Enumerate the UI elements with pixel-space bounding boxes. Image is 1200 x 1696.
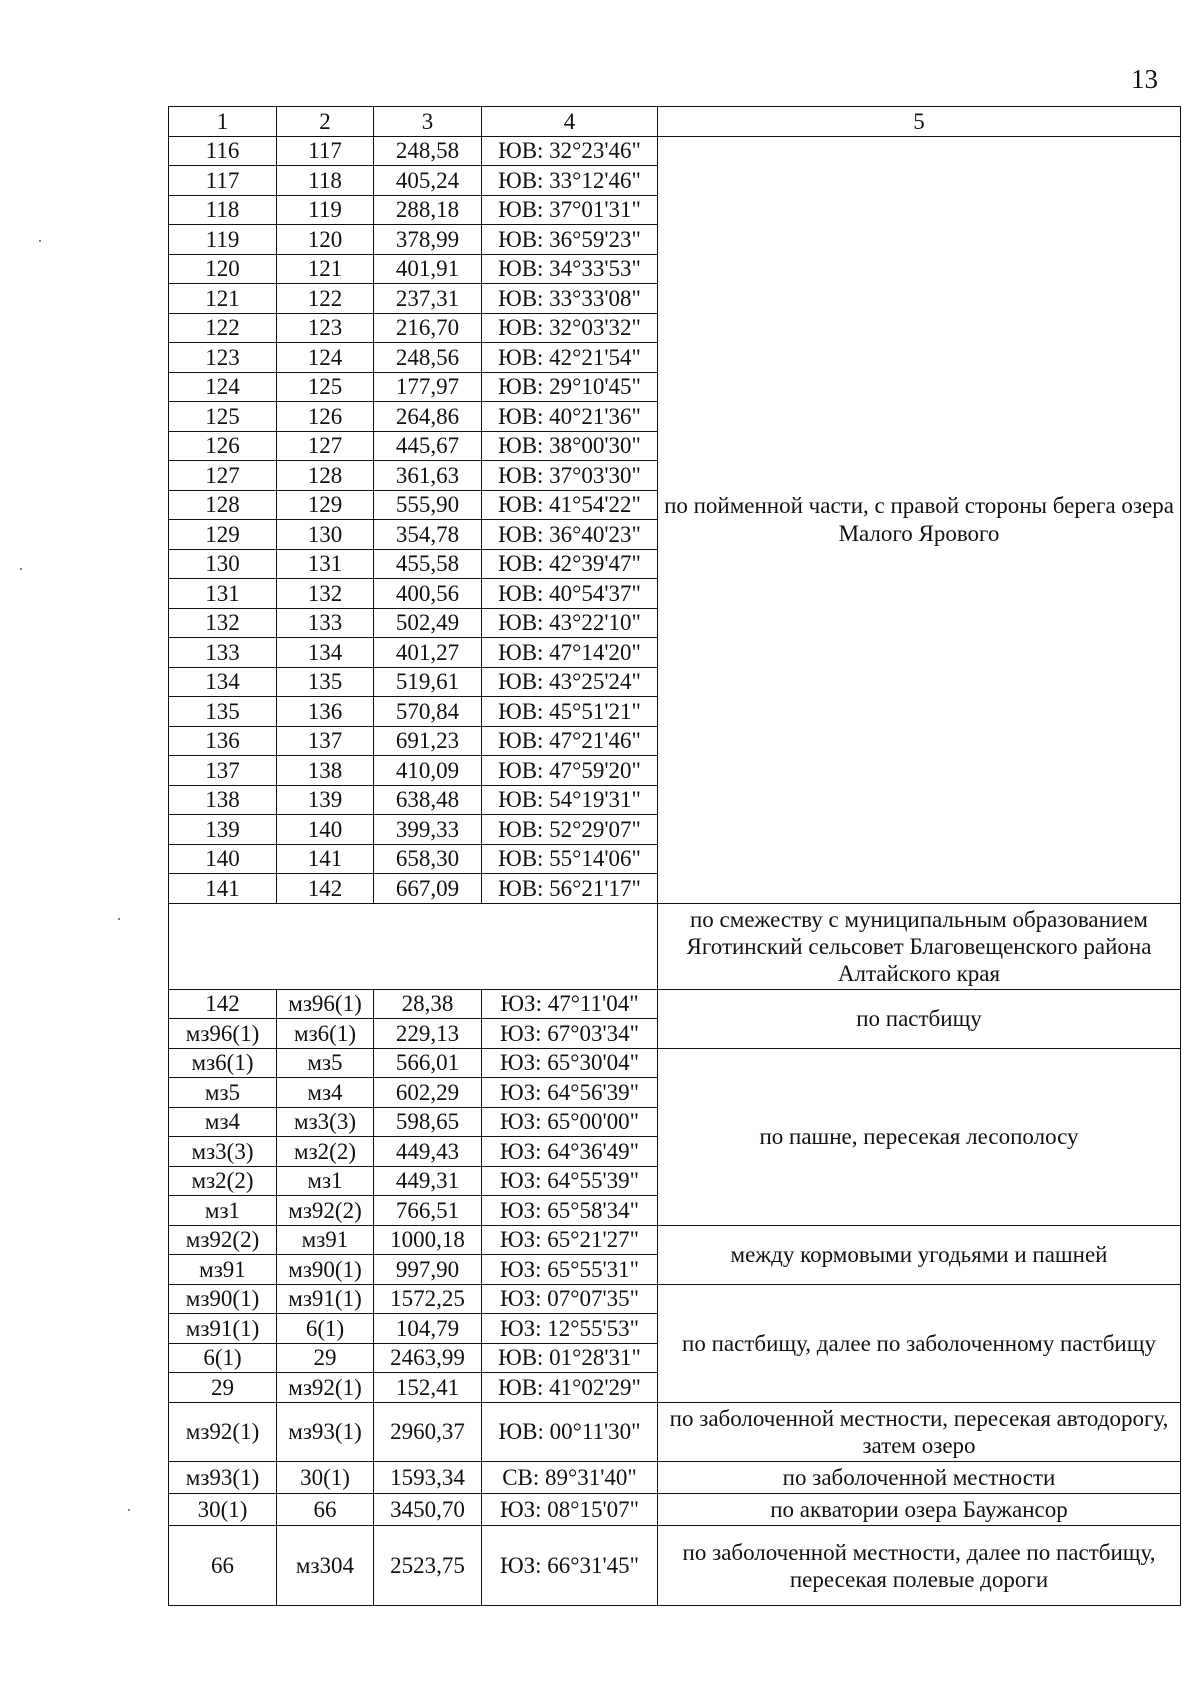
point-from-cell: 141 (169, 874, 277, 904)
scan-speck (20, 568, 22, 570)
bearing-cell: ЮВ: 45°51'21" (482, 697, 658, 727)
point-to-cell: мз304 (277, 1526, 374, 1606)
point-to-cell: 134 (277, 638, 374, 668)
scan-speck (128, 1509, 130, 1511)
point-from-cell: мз90(1) (169, 1284, 277, 1314)
point-from-cell: мз5 (169, 1078, 277, 1108)
blank-cell (169, 903, 658, 989)
distance-cell: 602,29 (374, 1078, 482, 1108)
scan-speck (39, 240, 41, 242)
description-cell: по пастбищу (658, 989, 1181, 1048)
bearing-cell: ЮВ: 47°21'46" (482, 726, 658, 756)
table-row (169, 1462, 1181, 1494)
point-to-cell: 117 (277, 136, 374, 166)
point-from-cell: мз2(2) (169, 1166, 277, 1196)
point-to-cell: 138 (277, 756, 374, 786)
point-to-cell: 132 (277, 579, 374, 609)
bearing-cell: ЮВ: 00°11'30" (482, 1402, 658, 1461)
point-to-cell: мз2(2) (277, 1137, 374, 1167)
table-row (169, 1402, 1181, 1461)
bearing-cell: ЮВ: 34°33'53" (482, 254, 658, 284)
point-to-cell: 123 (277, 313, 374, 343)
bearing-cell: ЮЗ: 12°55'53" (482, 1314, 658, 1344)
bearing-cell: ЮЗ: 65°00'00" (482, 1107, 658, 1137)
point-from-cell: 136 (169, 726, 277, 756)
distance-cell: 248,58 (374, 136, 482, 166)
point-to-cell: 120 (277, 225, 374, 255)
distance-cell: 638,48 (374, 785, 482, 815)
point-to-cell: 136 (277, 697, 374, 727)
point-from-cell: 131 (169, 579, 277, 609)
description-cell: по пойменной части, с правой стороны берега озера Малого Ярового (658, 136, 1181, 903)
point-from-cell: мз92(1) (169, 1402, 277, 1461)
description-cell: по заболоченной местности (658, 1462, 1181, 1494)
distance-cell: 455,58 (374, 549, 482, 579)
section-separator-row (169, 903, 1181, 989)
distance-cell: 566,01 (374, 1048, 482, 1078)
bearing-cell: ЮВ: 36°40'23" (482, 520, 658, 550)
distance-cell: 354,78 (374, 520, 482, 550)
bearing-cell: ЮЗ: 64°36'49" (482, 1137, 658, 1167)
point-to-cell: 119 (277, 195, 374, 225)
point-from-cell: 122 (169, 313, 277, 343)
point-from-cell: 138 (169, 785, 277, 815)
description-cell: по заболоченной местности, далее по пастбищу, пересекая полевые дороги (658, 1526, 1181, 1606)
distance-cell: 1593,34 (374, 1462, 482, 1494)
bearing-cell: ЮВ: 29°10'45" (482, 372, 658, 402)
point-to-cell: 133 (277, 608, 374, 638)
distance-cell: 152,41 (374, 1373, 482, 1403)
distance-cell: 449,31 (374, 1166, 482, 1196)
point-from-cell: 142 (169, 989, 277, 1019)
point-from-cell: мз6(1) (169, 1048, 277, 1078)
distance-cell: 401,27 (374, 638, 482, 668)
point-to-cell: мз91 (277, 1225, 374, 1255)
bearing-cell: ЮВ: 32°03'32" (482, 313, 658, 343)
point-to-cell: мз5 (277, 1048, 374, 1078)
point-to-cell: мз4 (277, 1078, 374, 1108)
point-to-cell: мз96(1) (277, 989, 374, 1019)
point-from-cell: 124 (169, 372, 277, 402)
point-to-cell: 124 (277, 343, 374, 373)
table-row (169, 136, 1181, 166)
point-to-cell: 122 (277, 284, 374, 314)
point-from-cell: 140 (169, 844, 277, 874)
distance-cell: 399,33 (374, 815, 482, 845)
distance-cell: 445,67 (374, 431, 482, 461)
point-to-cell: 142 (277, 874, 374, 904)
bearing-cell: ЮЗ: 65°30'04" (482, 1048, 658, 1078)
point-from-cell: 30(1) (169, 1494, 277, 1526)
point-to-cell: 30(1) (277, 1462, 374, 1494)
bearing-cell: ЮВ: 01°28'31" (482, 1343, 658, 1373)
bearing-cell: ЮВ: 32°23'46" (482, 136, 658, 166)
point-from-cell: 29 (169, 1373, 277, 1403)
point-from-cell: 121 (169, 284, 277, 314)
point-from-cell: 116 (169, 136, 277, 166)
point-to-cell: мз6(1) (277, 1019, 374, 1049)
header-row (169, 107, 1181, 137)
point-to-cell: 128 (277, 461, 374, 491)
point-from-cell: мз91 (169, 1255, 277, 1285)
point-to-cell: 66 (277, 1494, 374, 1526)
point-to-cell: 137 (277, 726, 374, 756)
distance-cell: 658,30 (374, 844, 482, 874)
point-to-cell: 6(1) (277, 1314, 374, 1344)
distance-cell: 288,18 (374, 195, 482, 225)
point-from-cell: 118 (169, 195, 277, 225)
point-to-cell: 127 (277, 431, 374, 461)
column-header-3: 3 (374, 107, 482, 137)
bearing-cell: ЮЗ: 67°03'34" (482, 1019, 658, 1049)
point-from-cell: 123 (169, 343, 277, 373)
scan-speck (118, 918, 120, 920)
point-to-cell: 135 (277, 667, 374, 697)
column-header-4: 4 (482, 107, 658, 137)
bearing-cell: ЮВ: 56°21'17" (482, 874, 658, 904)
point-to-cell: 126 (277, 402, 374, 432)
column-header-5: 5 (658, 107, 1181, 137)
point-to-cell: мз92(2) (277, 1196, 374, 1226)
distance-cell: 104,79 (374, 1314, 482, 1344)
point-to-cell: 140 (277, 815, 374, 845)
bearing-cell: ЮЗ: 64°55'39" (482, 1166, 658, 1196)
point-from-cell: 119 (169, 225, 277, 255)
point-to-cell: 141 (277, 844, 374, 874)
distance-cell: 2960,37 (374, 1402, 482, 1461)
point-from-cell: 133 (169, 638, 277, 668)
column-header-1: 1 (169, 107, 277, 137)
table-row (169, 1526, 1181, 1606)
point-from-cell: 6(1) (169, 1343, 277, 1373)
point-from-cell: мз1 (169, 1196, 277, 1226)
distance-cell: 361,63 (374, 461, 482, 491)
point-to-cell: 118 (277, 166, 374, 196)
page-number: 13 (1131, 64, 1158, 94)
bearing-cell: ЮВ: 55°14'06" (482, 844, 658, 874)
point-from-cell: мз92(2) (169, 1225, 277, 1255)
bearing-cell: СВ: 89°31'40" (482, 1462, 658, 1494)
bearing-cell: ЮВ: 40°21'36" (482, 402, 658, 432)
bearing-cell: ЮВ: 43°25'24" (482, 667, 658, 697)
distance-cell: 2523,75 (374, 1526, 482, 1606)
distance-cell: 378,99 (374, 225, 482, 255)
distance-cell: 410,09 (374, 756, 482, 786)
description-cell: между кормовыми угодьями и пашней (658, 1225, 1181, 1284)
bearing-cell: ЮЗ: 47°11'04" (482, 989, 658, 1019)
distance-cell: 405,24 (374, 166, 482, 196)
distance-cell: 28,38 (374, 989, 482, 1019)
bearing-cell: ЮЗ: 66°31'45" (482, 1526, 658, 1606)
distance-cell: 570,84 (374, 697, 482, 727)
point-from-cell: 134 (169, 667, 277, 697)
distance-cell: 401,91 (374, 254, 482, 284)
bearing-cell: ЮВ: 33°12'46" (482, 166, 658, 196)
column-header-2: 2 (277, 107, 374, 137)
bearing-cell: ЮВ: 54°19'31" (482, 785, 658, 815)
point-from-cell: мз4 (169, 1107, 277, 1137)
distance-cell: 766,51 (374, 1196, 482, 1226)
point-to-cell: 139 (277, 785, 374, 815)
point-from-cell: 66 (169, 1526, 277, 1606)
bearing-cell: ЮВ: 40°54'37" (482, 579, 658, 609)
bearing-cell: ЮВ: 37°03'30" (482, 461, 658, 491)
table-row (169, 1225, 1181, 1255)
bearing-cell: ЮВ: 33°33'08" (482, 284, 658, 314)
point-from-cell: 125 (169, 402, 277, 432)
description-cell: по пашне, пересекая лесополосу (658, 1048, 1181, 1225)
point-to-cell: 29 (277, 1343, 374, 1373)
point-to-cell: 129 (277, 490, 374, 520)
distance-cell: 237,31 (374, 284, 482, 314)
description-cell: по смежеству с муниципальным образованием Яготинский сельсовет Благовещенского района Алтайского края (658, 903, 1181, 989)
distance-cell: 667,09 (374, 874, 482, 904)
distance-cell: 264,86 (374, 402, 482, 432)
point-from-cell: мз3(3) (169, 1137, 277, 1167)
table-row (169, 1284, 1181, 1314)
table-row (169, 1048, 1181, 1078)
bearing-cell: ЮЗ: 65°55'31" (482, 1255, 658, 1285)
distance-cell: 177,97 (374, 372, 482, 402)
distance-cell: 229,13 (374, 1019, 482, 1049)
distance-cell: 400,56 (374, 579, 482, 609)
point-from-cell: мз96(1) (169, 1019, 277, 1049)
distance-cell: 449,43 (374, 1137, 482, 1167)
bearing-cell: ЮВ: 42°21'54" (482, 343, 658, 373)
bearing-cell: ЮВ: 37°01'31" (482, 195, 658, 225)
description-cell: по заболоченной местности, пересекая автодорогу, затем озеро (658, 1402, 1181, 1461)
description-cell: по пастбищу, далее по заболоченному пастбищу (658, 1284, 1181, 1402)
description-cell: по акватории озера Баужансор (658, 1494, 1181, 1526)
point-to-cell: мз91(1) (277, 1284, 374, 1314)
point-from-cell: 120 (169, 254, 277, 284)
point-to-cell: 121 (277, 254, 374, 284)
distance-cell: 555,90 (374, 490, 482, 520)
distance-cell: 691,23 (374, 726, 482, 756)
table-row (169, 1494, 1181, 1526)
distance-cell: 1000,18 (374, 1225, 482, 1255)
point-to-cell: мз90(1) (277, 1255, 374, 1285)
bearing-cell: ЮВ: 47°14'20" (482, 638, 658, 668)
bearing-cell: ЮВ: 41°02'29" (482, 1373, 658, 1403)
point-to-cell: 130 (277, 520, 374, 550)
bearing-cell: ЮЗ: 07°07'35" (482, 1284, 658, 1314)
boundary-table (168, 106, 1181, 1606)
bearing-cell: ЮЗ: 65°21'27" (482, 1225, 658, 1255)
point-to-cell: 131 (277, 549, 374, 579)
point-from-cell: 126 (169, 431, 277, 461)
distance-cell: 248,56 (374, 343, 482, 373)
distance-cell: 997,90 (374, 1255, 482, 1285)
point-from-cell: мз93(1) (169, 1462, 277, 1494)
bearing-cell: ЮВ: 43°22'10" (482, 608, 658, 638)
point-from-cell: 137 (169, 756, 277, 786)
point-to-cell: мз92(1) (277, 1373, 374, 1403)
point-from-cell: 117 (169, 166, 277, 196)
point-from-cell: 128 (169, 490, 277, 520)
distance-cell: 598,65 (374, 1107, 482, 1137)
bearing-cell: ЮВ: 42°39'47" (482, 549, 658, 579)
bearing-cell: ЮВ: 36°59'23" (482, 225, 658, 255)
point-from-cell: 130 (169, 549, 277, 579)
point-from-cell: 139 (169, 815, 277, 845)
point-to-cell: мз93(1) (277, 1402, 374, 1461)
point-from-cell: 127 (169, 461, 277, 491)
distance-cell: 502,49 (374, 608, 482, 638)
point-to-cell: 125 (277, 372, 374, 402)
point-from-cell: 135 (169, 697, 277, 727)
bearing-cell: ЮЗ: 08°15'07" (482, 1494, 658, 1526)
bearing-cell: ЮВ: 47°59'20" (482, 756, 658, 786)
distance-cell: 3450,70 (374, 1494, 482, 1526)
point-to-cell: мз1 (277, 1166, 374, 1196)
point-to-cell: мз3(3) (277, 1107, 374, 1137)
distance-cell: 519,61 (374, 667, 482, 697)
point-from-cell: 132 (169, 608, 277, 638)
bearing-cell: ЮВ: 41°54'22" (482, 490, 658, 520)
bearing-cell: ЮЗ: 64°56'39" (482, 1078, 658, 1108)
distance-cell: 216,70 (374, 313, 482, 343)
distance-cell: 1572,25 (374, 1284, 482, 1314)
bearing-cell: ЮЗ: 65°58'34" (482, 1196, 658, 1226)
point-from-cell: 129 (169, 520, 277, 550)
distance-cell: 2463,99 (374, 1343, 482, 1373)
bearing-cell: ЮВ: 38°00'30" (482, 431, 658, 461)
table-row (169, 989, 1181, 1019)
bearing-cell: ЮВ: 52°29'07" (482, 815, 658, 845)
point-from-cell: мз91(1) (169, 1314, 277, 1344)
